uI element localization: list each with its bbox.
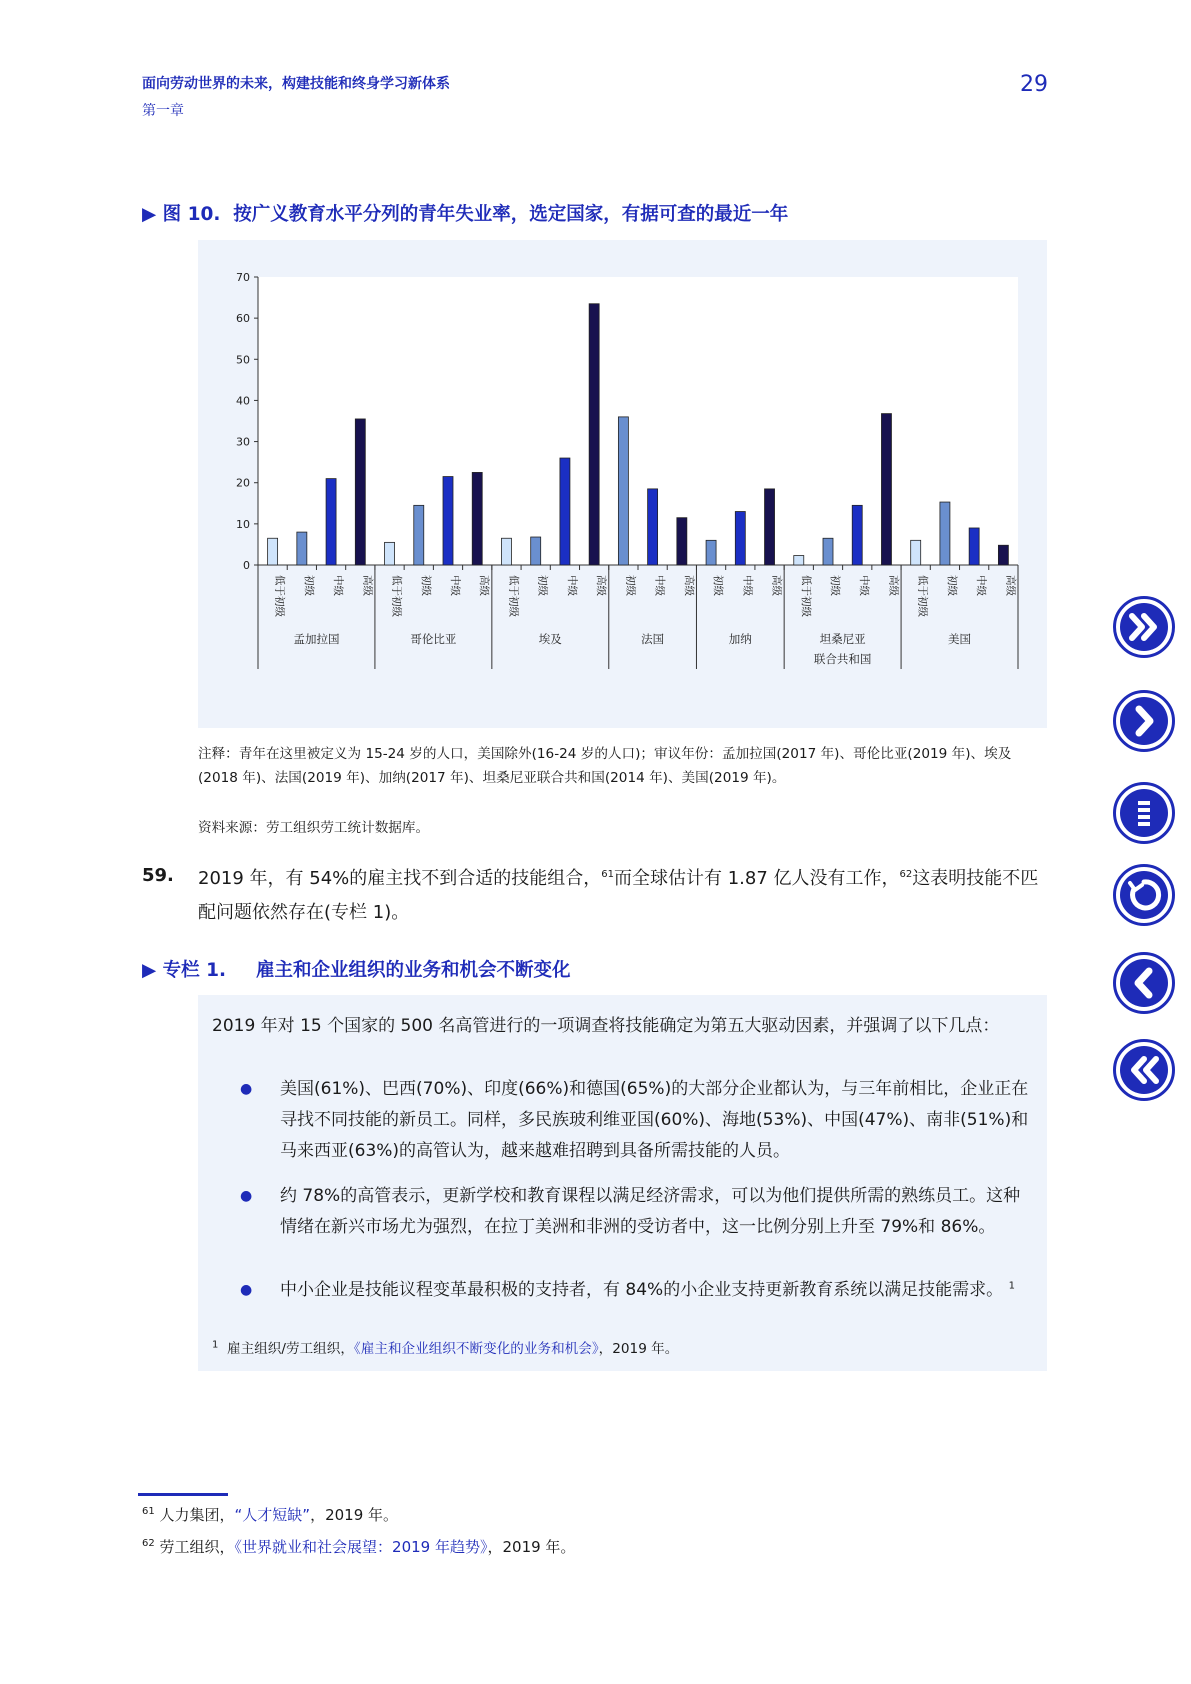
- x-level-label: 中级: [449, 575, 461, 596]
- box-title-text: 雇主和企业组织的业务和机会不断变化: [256, 960, 571, 981]
- bar: [940, 502, 950, 565]
- chapter-label: 第一章: [142, 103, 184, 119]
- bar: [823, 538, 833, 565]
- x-level-label: 初级: [419, 575, 432, 596]
- box-label: ▶ 专栏 1.: [142, 960, 227, 981]
- x-level-label: 高级: [1004, 575, 1017, 596]
- x-level-label: 中级: [858, 575, 871, 596]
- bar: [852, 505, 862, 565]
- y-tick-label: 10: [236, 517, 250, 531]
- x-level-label: 低于初级: [916, 575, 929, 617]
- paragraph-text-3: 这表明技能不匹配问题依然存在(专栏 1)。: [198, 868, 1039, 923]
- x-level-label: 初级: [712, 575, 725, 596]
- footnote-divider: [138, 1493, 228, 1496]
- x-group-label: 加纳: [728, 632, 752, 646]
- x-level-label: 高级: [595, 575, 608, 596]
- bar: [589, 304, 599, 565]
- bar: [765, 489, 775, 565]
- bar: [443, 477, 453, 565]
- bar: [414, 505, 424, 565]
- footnote-num: 62: [142, 1538, 155, 1549]
- bar: [969, 528, 979, 565]
- x-group-label: 埃及: [538, 632, 562, 646]
- bar: [560, 458, 570, 565]
- x-group-label: 联合共和国: [813, 652, 872, 666]
- chart-panel: [198, 240, 1047, 728]
- figure-note: 注释：青年在这里被定义为 15-24 岁的人口，美国除外(16-24 岁的人口)；审议年份：孟加拉国(2017 年)、哥伦比亚(2019 年)、埃及(2018 年)、法国(2019 年)、加纳(2017 年)、坦桑尼亚联合共和国(2014 年)、美国(2019 年)。: [198, 746, 1012, 786]
- x-level-label: 中级: [741, 575, 754, 596]
- bar: [706, 540, 716, 565]
- box-footnote-suffix: ，2019 年。: [598, 1341, 679, 1357]
- last-page-button[interactable]: [1113, 596, 1175, 658]
- footnote-prefix: 人力集团，: [159, 1506, 235, 1524]
- bullet-dot-icon: ●: [240, 1188, 253, 1204]
- x-level-label: 高级: [478, 575, 491, 596]
- back-button[interactable]: [1113, 864, 1175, 926]
- bar: [326, 479, 336, 565]
- document-title: 面向劳动世界的未来，构建技能和终身学习新体系: [142, 76, 450, 92]
- x-level-label: 初级: [624, 575, 637, 596]
- x-group-label: 法国: [641, 632, 665, 646]
- box-intro: 2019 年对 15 个国家的 500 名高管进行的一项调查将技能确定为第五大驱动因素，并强调了以下几点：: [212, 1016, 1000, 1036]
- x-level-label: 中级: [565, 575, 578, 596]
- x-level-label: 高级: [770, 575, 783, 596]
- bar: [677, 518, 687, 565]
- y-tick-label: 60: [236, 312, 250, 326]
- paragraph-number: 59.: [142, 865, 174, 886]
- bar: [648, 489, 658, 565]
- box-footnote-link[interactable]: 《雇主和企业组织不断变化的业务和机会》: [353, 1341, 599, 1357]
- chevron-left-icon: [1116, 955, 1172, 1011]
- circular-arrow-icon: [1116, 867, 1172, 923]
- contents-button[interactable]: [1113, 782, 1175, 844]
- bar: [881, 414, 891, 565]
- figure-title: [142, 200, 788, 226]
- footnote-suffix: ，2019 年。: [310, 1506, 399, 1524]
- unemployment-bar-chart: [198, 240, 1047, 728]
- y-tick-label: 40: [236, 394, 250, 408]
- y-tick-label: 70: [236, 271, 250, 284]
- footnote-ref-62[interactable]: 62: [899, 869, 913, 880]
- bar: [794, 556, 804, 565]
- double-chevron-left-icon: [1116, 1042, 1172, 1098]
- bar: [355, 419, 365, 565]
- x-level-label: 初级: [536, 575, 549, 596]
- figure-source: 资料来源：劳工组织劳工统计数据库。: [198, 820, 430, 836]
- page-number: 29: [1020, 72, 1048, 97]
- y-tick-label: 20: [236, 476, 250, 490]
- x-group-label: 哥伦比亚: [410, 632, 457, 646]
- bar: [385, 542, 395, 565]
- box-footnote: [212, 1337, 678, 1357]
- box-footnote-ref[interactable]: 1: [1008, 1280, 1015, 1292]
- footnote-suffix: ，2019 年。: [487, 1538, 576, 1556]
- bullet-dot-icon: ●: [240, 1282, 253, 1298]
- x-group-label: 坦桑尼亚: [819, 632, 866, 646]
- x-level-label: 初级: [945, 575, 958, 596]
- y-tick-label: 0: [243, 559, 250, 572]
- plot-area: [258, 277, 1018, 565]
- box-footnote-num: 1: [212, 1339, 219, 1351]
- x-level-label: 低于初级: [799, 575, 812, 617]
- bullet-text: [280, 1275, 1037, 1306]
- paragraph-59: [198, 862, 1048, 930]
- bar: [911, 540, 921, 565]
- chevron-right-icon: [1116, 693, 1172, 749]
- footnote-link[interactable]: “人才短缺”: [234, 1506, 311, 1524]
- paragraph-text-2: 而全球估计有 1.87 亿人没有工作，: [614, 868, 900, 889]
- bullet-text: 约 78%的高管表示，更新学校和教育课程以满足经济需求，可以为他们提供所需的熟练员工。这种情绪在新兴市场尤为强烈，在拉丁美洲和非洲的受访者中，这一比例分别上升至 79%和 86%。: [280, 1186, 1021, 1237]
- y-tick-label: 30: [236, 435, 250, 449]
- box-footnote-prefix: 雇主组织/劳工组织，: [227, 1341, 354, 1357]
- paragraph-text-1: 2019 年，有 54%的雇主找不到合适的技能组合，: [198, 868, 602, 889]
- x-level-label: 中级: [332, 575, 345, 596]
- footnote-61: [142, 1504, 398, 1525]
- footnote-prefix: 劳工组织，: [159, 1538, 235, 1556]
- x-level-label: 高级: [361, 575, 374, 596]
- x-level-label: 高级: [682, 575, 695, 596]
- bar: [531, 537, 541, 565]
- x-group-label: 美国: [948, 632, 972, 646]
- x-level-label: 初级: [302, 575, 315, 596]
- footnote-62: [142, 1536, 575, 1557]
- x-level-label: 高级: [887, 575, 900, 596]
- bullet-text: 美国(61%)、巴西(70%)、印度(66%)和德国(65%)的大部分企业都认为，与三年前相比，企业正在寻找不同技能的新员工。同样，多民族玻利维亚国(60%)、海地(53%)、中国(47%)、南非(51%)和马来西亚(63%)的高管认为，越来越难招聘到具备所需技能的人员。: [280, 1079, 1029, 1161]
- box-title: [142, 956, 571, 982]
- bar: [268, 538, 278, 565]
- bar: [472, 472, 482, 565]
- x-level-label: 初级: [829, 575, 841, 596]
- x-level-label: 中级: [975, 575, 988, 596]
- double-chevron-right-icon: [1116, 599, 1172, 655]
- next-page-button[interactable]: [1113, 690, 1175, 752]
- footnote-link[interactable]: 《世界就业和社会展望：2019 年趋势》: [234, 1538, 488, 1556]
- footnote-ref-61[interactable]: 61: [601, 869, 614, 880]
- bar: [998, 545, 1008, 565]
- x-level-label: 中级: [653, 575, 666, 596]
- bar: [735, 512, 745, 565]
- footnote-num: 61: [142, 1506, 155, 1517]
- y-tick-label: 50: [236, 353, 250, 367]
- bar: [501, 538, 511, 565]
- bar: [618, 417, 628, 565]
- bullet-text-content: 中小企业是技能议程变革最积极的支持者，有 84%的小企业支持更新教育系统以满足技能需求。: [280, 1280, 1004, 1300]
- x-group-label: 孟加拉国: [293, 632, 340, 646]
- previous-page-button[interactable]: [1113, 952, 1175, 1014]
- bar: [297, 532, 307, 565]
- figure-label: ▶ 图 10.: [142, 204, 221, 225]
- x-level-label: 低于初级: [273, 575, 286, 617]
- first-page-button[interactable]: [1113, 1039, 1175, 1101]
- menu-list-icon: [1116, 785, 1172, 841]
- bullet-dot-icon: ●: [240, 1081, 253, 1097]
- figure-title-text: 按广义教育水平分列的青年失业率，选定国家，有据可查的最近一年: [233, 204, 789, 225]
- x-level-label: 低于初级: [390, 575, 403, 617]
- x-level-label: 低于初级: [507, 575, 520, 617]
